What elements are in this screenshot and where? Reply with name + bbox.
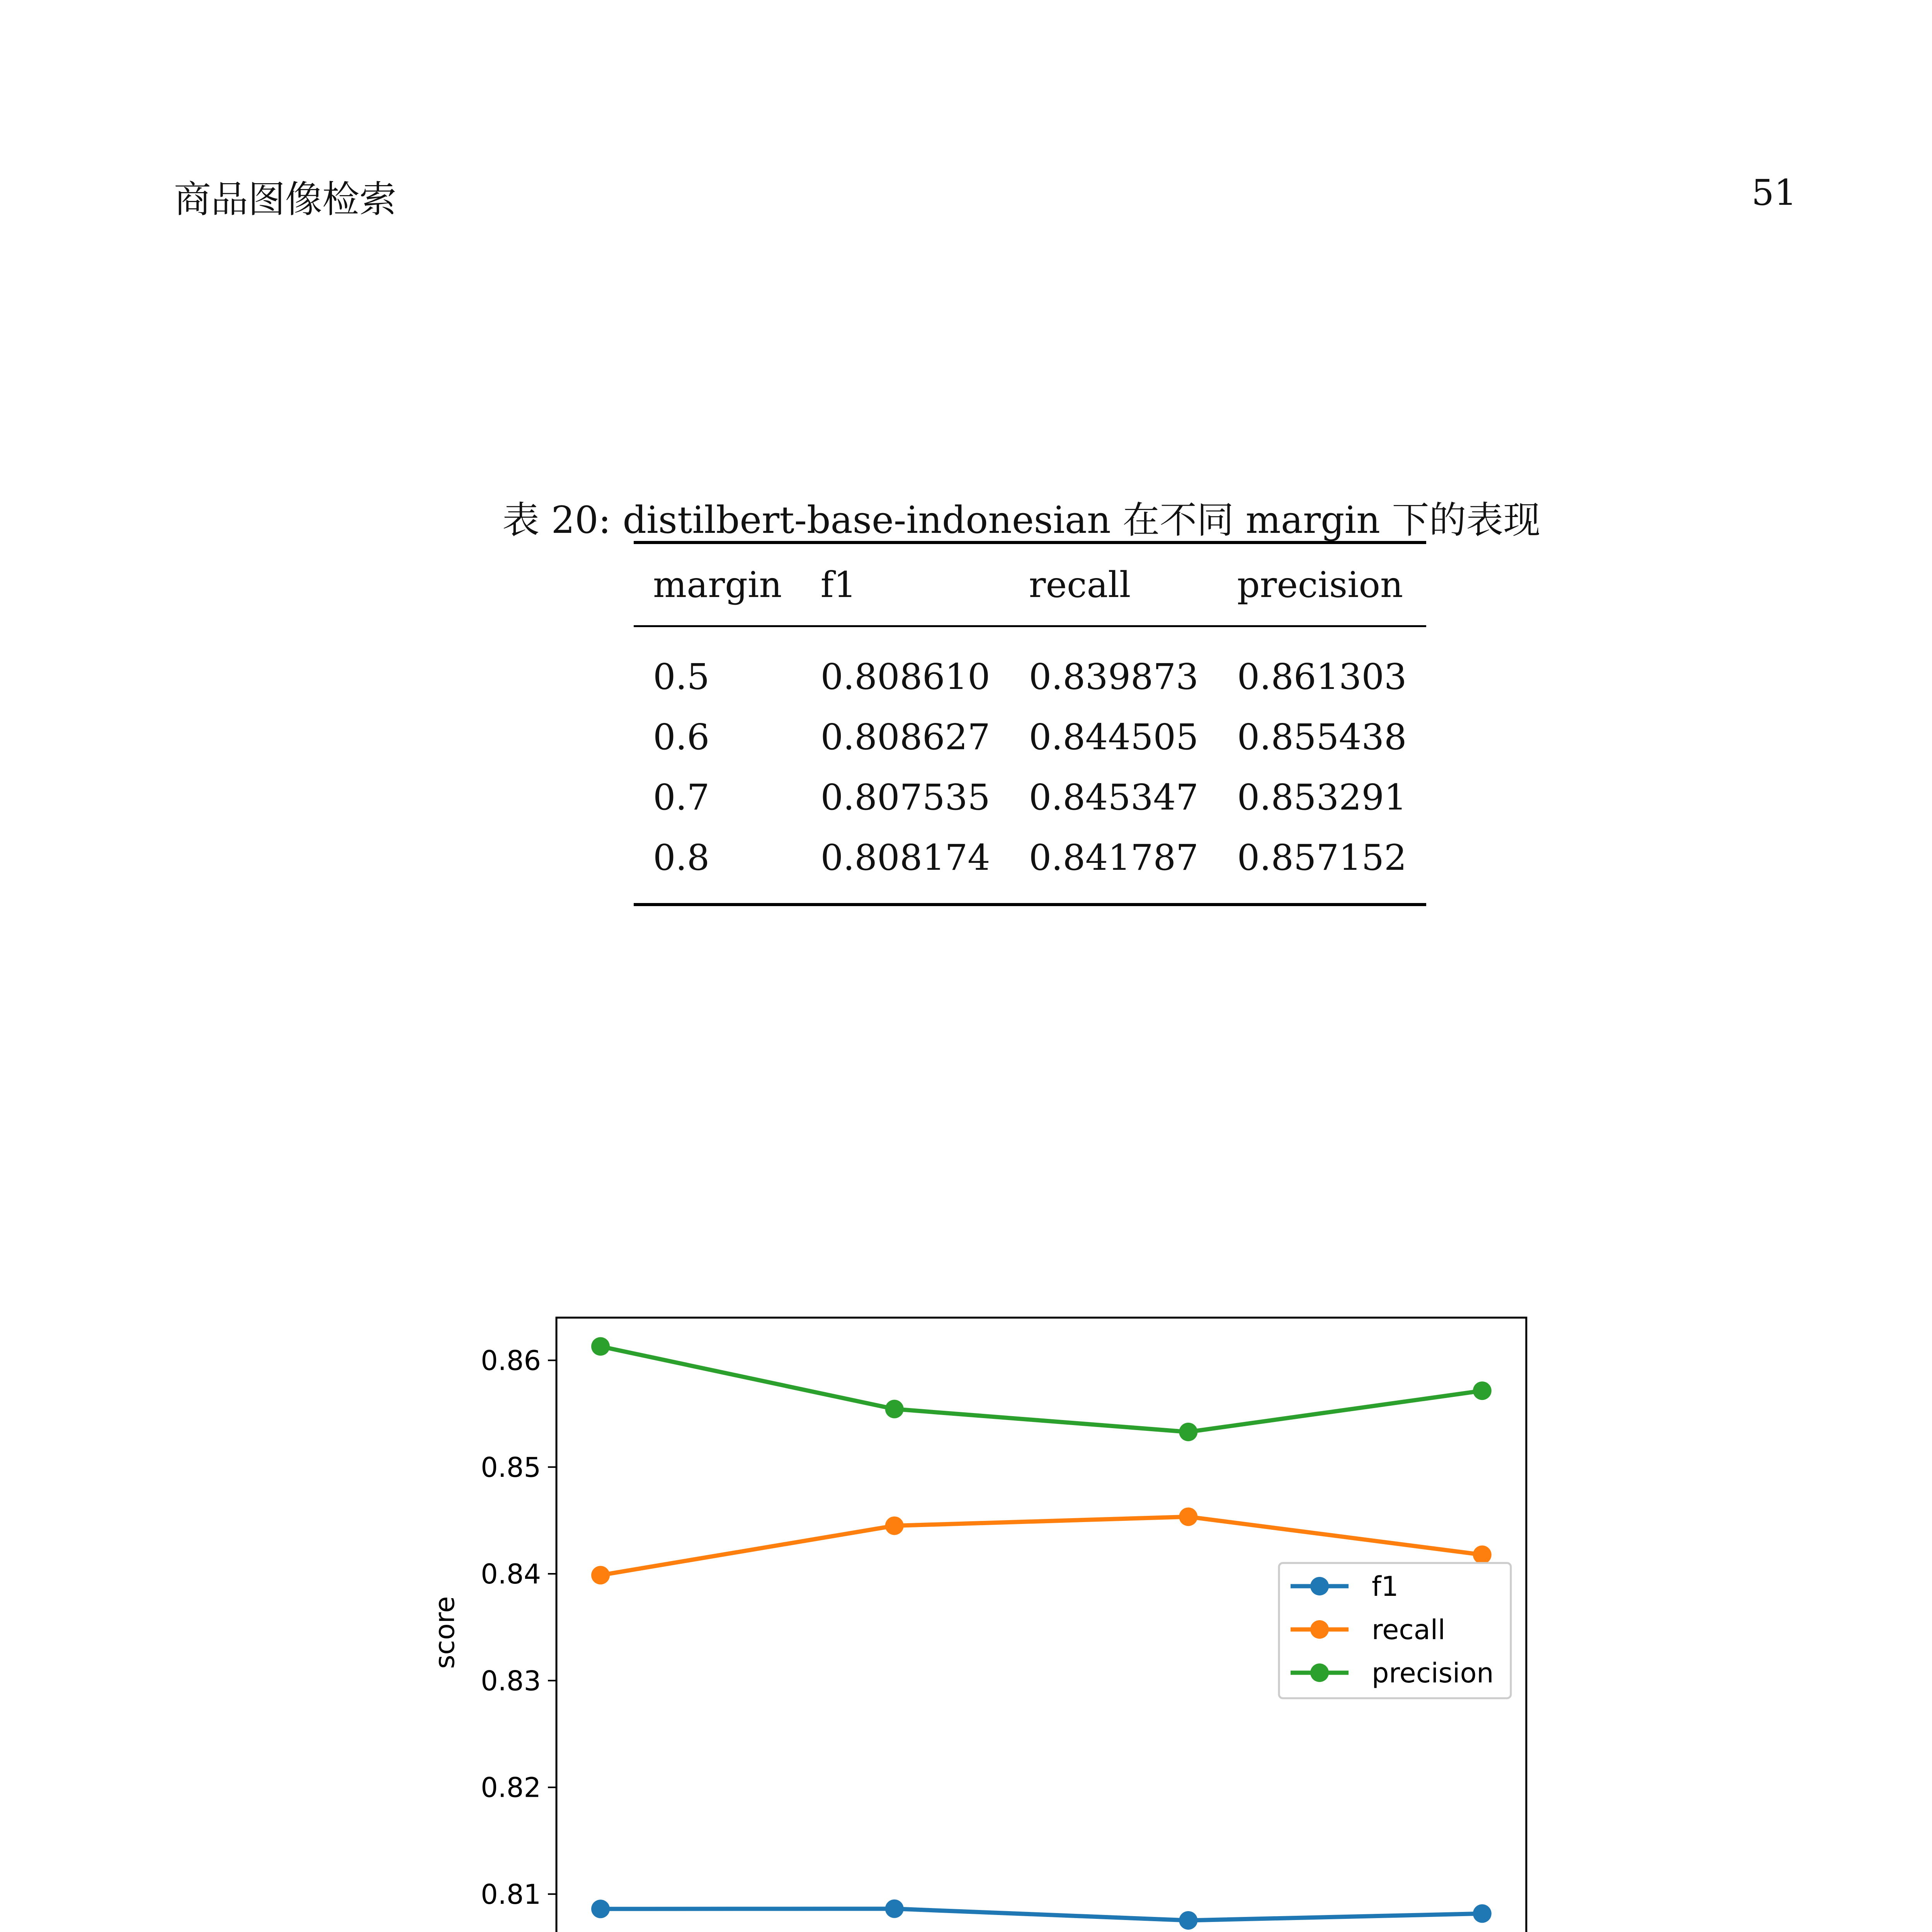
table-cell: 0.844505 bbox=[1029, 716, 1199, 758]
table-cell: 0.6 bbox=[653, 716, 710, 758]
data-point-f1 bbox=[885, 1900, 904, 1918]
table-cell: 0.807535 bbox=[820, 776, 990, 818]
data-point-f1 bbox=[1179, 1911, 1197, 1930]
table-cell: 0.855438 bbox=[1237, 716, 1407, 758]
table-cell: 0.8 bbox=[653, 837, 710, 878]
table-cell: 0.808610 bbox=[820, 656, 990, 697]
legend-marker-precision bbox=[1310, 1663, 1329, 1682]
legend-marker-f1 bbox=[1310, 1577, 1329, 1595]
series-line-f1 bbox=[600, 1909, 1482, 1920]
data-point-precision bbox=[885, 1400, 904, 1418]
y-tick-label: 0.84 bbox=[481, 1558, 541, 1590]
legend-label-precision: precision bbox=[1372, 1657, 1494, 1689]
table-cell: 0.861303 bbox=[1237, 656, 1407, 697]
legend-marker-recall bbox=[1310, 1620, 1329, 1639]
table-cell: 0.808627 bbox=[820, 716, 990, 758]
y-tick-label: 0.86 bbox=[481, 1345, 541, 1377]
data-point-precision bbox=[591, 1337, 610, 1356]
data-point-recall bbox=[591, 1566, 610, 1585]
y-tick-label: 0.81 bbox=[481, 1878, 541, 1910]
y-tick-label: 0.82 bbox=[481, 1772, 541, 1804]
y-tick-label: 0.85 bbox=[481, 1451, 541, 1483]
table-cell: 0.808174 bbox=[820, 837, 990, 878]
data-point-recall bbox=[1179, 1507, 1197, 1526]
table-cell: 0.839873 bbox=[1029, 656, 1199, 697]
table-cell: 0.853291 bbox=[1237, 776, 1407, 818]
data-point-precision bbox=[1179, 1423, 1197, 1441]
data-point-f1 bbox=[591, 1900, 610, 1918]
data-point-recall bbox=[1473, 1546, 1492, 1564]
column-header: precision bbox=[1237, 564, 1403, 605]
legend-label-recall: recall bbox=[1372, 1614, 1446, 1646]
column-header: f1 bbox=[820, 564, 857, 605]
table-cell: 0.857152 bbox=[1237, 837, 1407, 878]
legend-label-f1: f1 bbox=[1372, 1571, 1399, 1602]
table-cell: 0.7 bbox=[653, 776, 710, 818]
page-number: 51 bbox=[1751, 172, 1797, 213]
column-header: recall bbox=[1029, 564, 1131, 605]
table-cell: 0.841787 bbox=[1029, 837, 1199, 878]
y-tick-label: 0.83 bbox=[481, 1665, 541, 1697]
table-cell: 0.5 bbox=[653, 656, 710, 697]
y-axis-label: score bbox=[429, 1596, 461, 1669]
running-title: 商品图像检索 bbox=[174, 178, 396, 221]
column-header: margin bbox=[653, 564, 782, 605]
data-point-precision bbox=[1473, 1381, 1492, 1400]
table-cell: 0.845347 bbox=[1029, 776, 1199, 818]
series-line-precision bbox=[600, 1347, 1482, 1432]
data-point-f1 bbox=[1473, 1904, 1492, 1923]
table-caption: 表 20: distilbert-base-indonesian 在不同 margin 下的表现 bbox=[502, 498, 1541, 542]
data-point-recall bbox=[885, 1517, 904, 1535]
